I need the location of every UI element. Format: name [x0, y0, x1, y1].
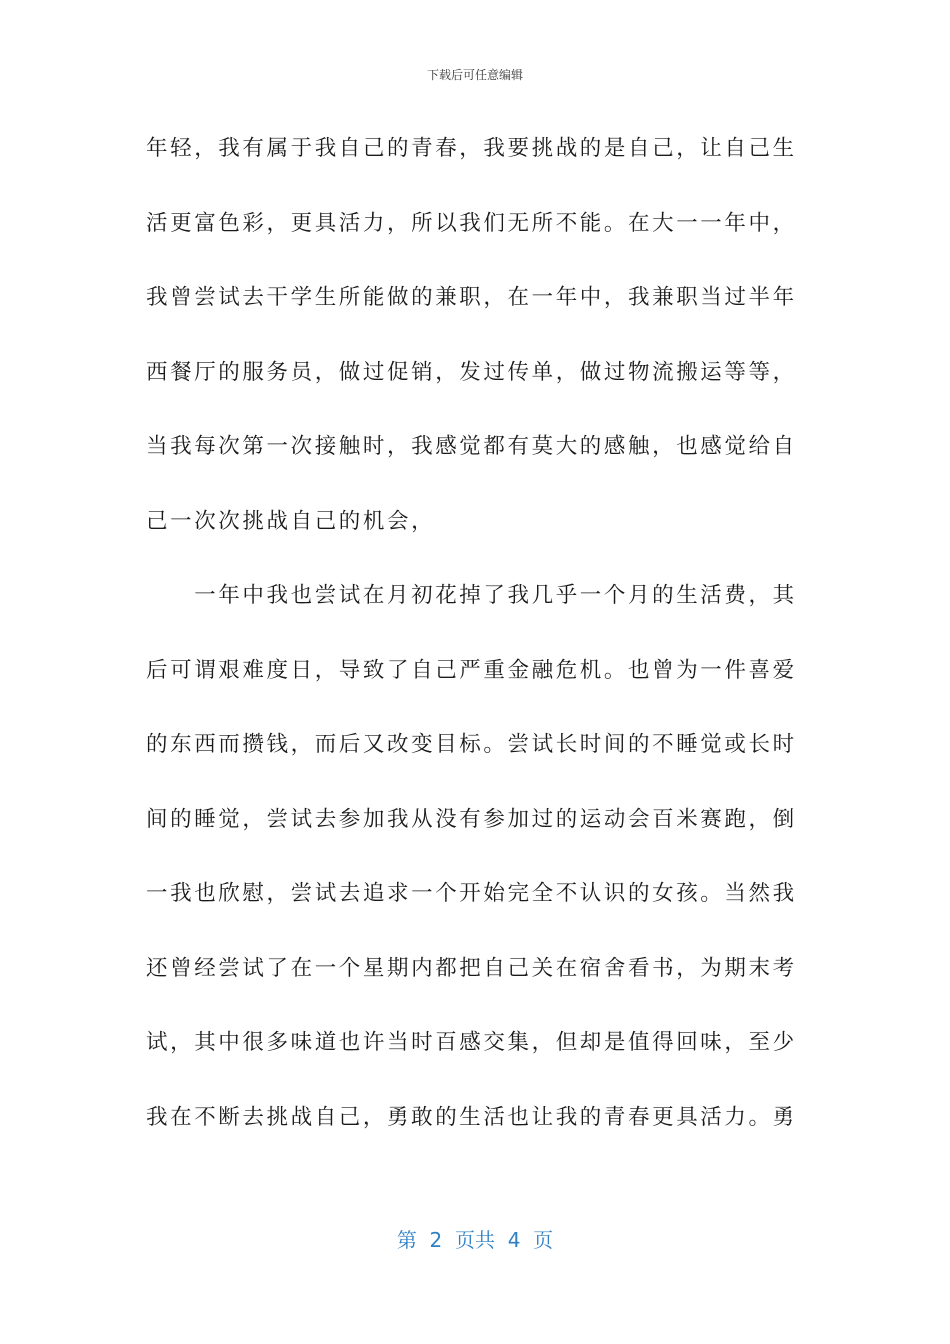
text-line: 试，其中很多味道也许当时百感交集，但却是值得回味，至少 — [146, 1030, 797, 1055]
text-line: 活更富色彩，更具活力，所以我们无所不能。在大一一年中， — [146, 210, 797, 236]
text-line: 后可谓艰难度日，导致了自己严重金融危机。也曾为一件喜爱 — [146, 657, 797, 683]
text-line: 的东西而攒钱，而后又改变目标。尝试长时间的不睡觉或长时 — [146, 732, 797, 757]
text-line: 我曾尝试去干学生所能做的兼职，在一年中，我兼职当过半年 — [146, 285, 797, 310]
text-line: 间的睡觉，尝试去参加我从没有参加过的运动会百米赛跑，倒 — [146, 806, 797, 832]
document-body — [146, 112, 796, 1155]
text-line: 一我也欣慰，尝试去追求一个开始完全不认识的女孩。当然我 — [146, 881, 797, 906]
text-line: 当我每次第一次接触时，我感觉都有莫大的感触，也感觉给自 — [146, 434, 797, 459]
text-line: 我在不断去挑战自己，勇敢的生活也让我的青春更具活力。勇 — [146, 1104, 797, 1130]
text-line: 一年中我也尝试在月初花掉了我几乎一个月的生活费，其 — [146, 583, 797, 608]
page-header: 下载后可任意编辑 — [426, 68, 523, 82]
text-line: 还曾经尝试了在一个星期内都把自己关在宿舍看书，为期末考 — [146, 955, 797, 981]
page-number-footer: 第 2 页共 4 页 — [396, 1228, 554, 1252]
text-line: 己一次次挑战自己的机会， — [146, 508, 436, 534]
text-line: 西餐厅的服务员，做过促销，发过传单，做过物流搬运等等， — [146, 359, 797, 385]
text-line: 年轻，我有属于我自己的青春，我要挑战的是自己，让自己生 — [146, 136, 797, 161]
